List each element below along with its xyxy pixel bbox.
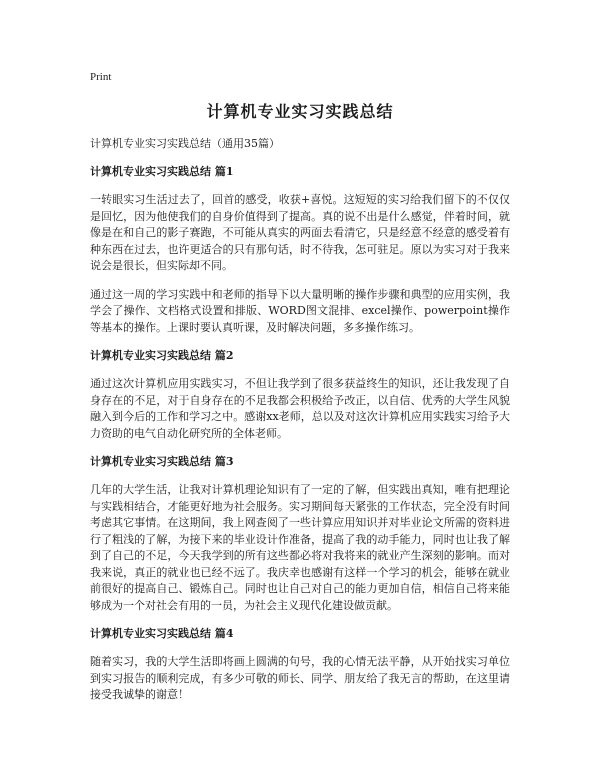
document-subtitle: 计算机专业实习实践总结（通用35篇） xyxy=(90,137,280,150)
paragraph: 通过这一周的学习实践中和老师的指导下以大量明晰的操作步骤和典型的应用实例，我学会了操作、文档格式设置和排版、WORD图文混排、excel操作、powerpoint操作等基本的操作。上课时要认真听课，及时解决问题，多多操作练习。 xyxy=(90,287,510,334)
section-heading: 计算机专业实习实践总结 篇2 xyxy=(90,349,234,362)
section-4 xyxy=(90,626,510,704)
section-heading: 计算机专业实习实践总结 篇3 xyxy=(90,455,234,468)
paragraph: 随着实习，我的大学生活即将画上圆满的句号，我的心情无法平静，从开始找实习单位到实习报告的顺利完成，有多少可敬的师长、同学、朋友给了我无言的帮助，在这里请接受我诚挚的谢意！ xyxy=(90,655,510,701)
print-link[interactable]: Print xyxy=(90,71,112,83)
section-heading: 计算机专业实习实践总结 篇4 xyxy=(90,627,234,640)
page-title: 计算机专业实习实践总结 xyxy=(206,102,394,121)
section-3 xyxy=(90,454,510,614)
paragraph: 一转眼实习生活过去了，回首的感受，收获+喜悦。这短短的实习给我们留下的不仅仅是回忆，因为他使我们的自身价值得到了提高。真的说不出是什么感觉，伴着时间，就像是在和自己的影子赛跑，不可能从真实的两面去看清它，只是经意不经意的感受着有种东西在过去，也许更适合的只有那句话，时不待我，怎可驻足。原以为实习对于我来说会是很长，但实际却不同。 xyxy=(90,193,510,272)
section-2 xyxy=(90,348,510,442)
section-heading: 计算机专业实习实践总结 篇1 xyxy=(90,165,234,178)
paragraph: 几年的大学生活，让我对计算机理论知识有了一定的了解，但实践出真知，唯有把理论与实践相结合，才能更好地为社会服务。实习期间每天紧张的工作状态，完全没有时间考虑其它事情。在这期间，我上网查阅了一些计算应用知识并对毕业论文所需的资料进行了粗浅的了解，为接下来的毕业设计作准备，提高了我的动手能力，同时也让我了解到了自己的不足，今天我学到的所有这些都必将对我将来的就业产生深刻的影响。而对我来说，真正的就业也已经不远了。我庆幸也感谢有这样一个学习的机会，能够在就业前很好的提高自己、锻炼自己。同时也让自己对自己的能力更加自信，相信自己将来能够成为一个对社会有用的一员，为社会主义现代化建设做贡献。 xyxy=(90,483,510,612)
paragraph: 通过这次计算机应用实践实习，不但让我学到了很多获益终生的知识，还让我发现了自身存在的不足，对于自身存在的不足我都会积极给予改正，以自信、优秀的大学生风貌融入到今后的工作和学习之中。感谢xx老师，总以及对这次计算机应用实践实习给予大力资助的电气自动化研究所的全体老师。 xyxy=(90,377,510,440)
section-1 xyxy=(90,164,510,336)
